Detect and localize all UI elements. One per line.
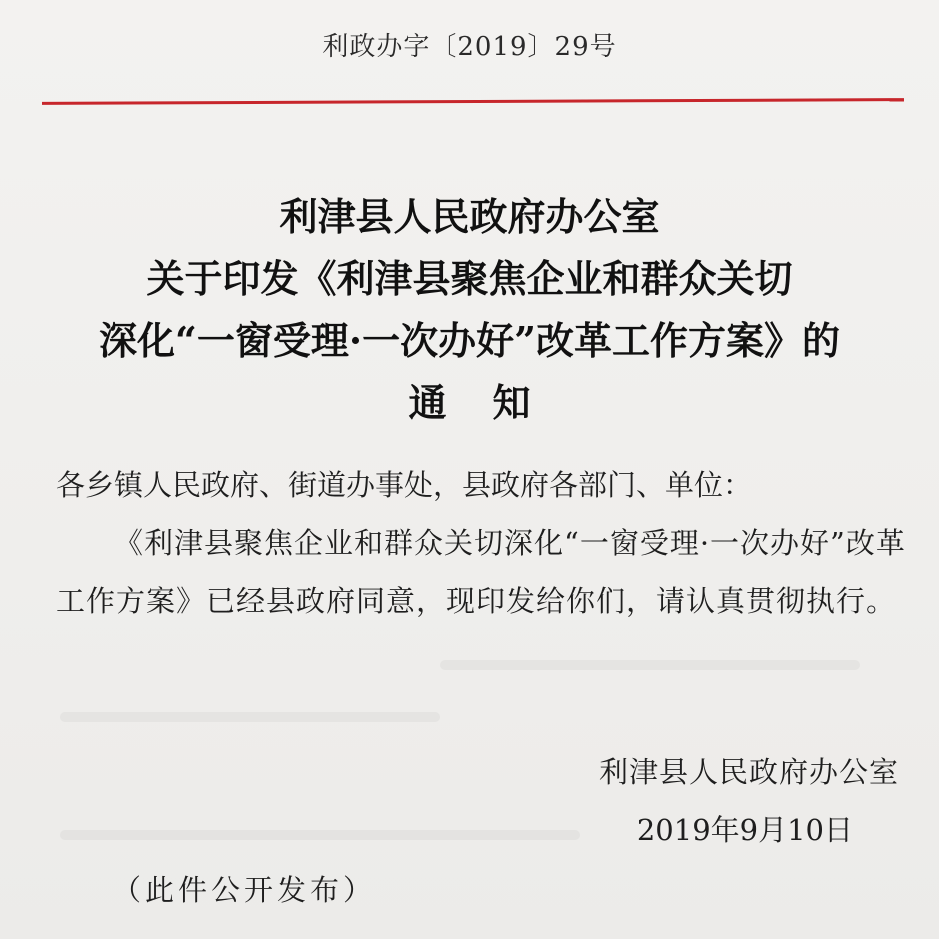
show-through-text: [60, 712, 440, 722]
body-paragraph: 《利津县聚焦企业和群众关切深化“一窗受理·一次办好”改革工作方案》已经县政府同意，现印发给你们，请认真贯彻执行。: [56, 526, 906, 618]
red-divider-line: [42, 98, 904, 105]
disclosure-note: （此件公开发布）: [112, 873, 377, 907]
title-line-1: 利津县人民政府办公室: [279, 194, 660, 239]
title-line-4: 通知: [408, 380, 577, 425]
show-through-text: [60, 830, 580, 840]
document-number: 利政办字〔2019〕29号: [322, 32, 617, 62]
salutation: 各乡镇人民政府、街道办事处，县政府各部门、单位：: [56, 468, 753, 502]
issue-date: 2019年9月10日: [636, 813, 853, 847]
issuer-signature: 利津县人民政府办公室: [598, 755, 899, 789]
title-line-2: 关于印发《利津县聚焦企业和群众关切: [146, 256, 793, 301]
document-title: [0, 186, 939, 434]
show-through-text: [440, 660, 860, 670]
title-line-3: 深化“一窗受理·一次办好”改革工作方案》的: [99, 318, 840, 363]
